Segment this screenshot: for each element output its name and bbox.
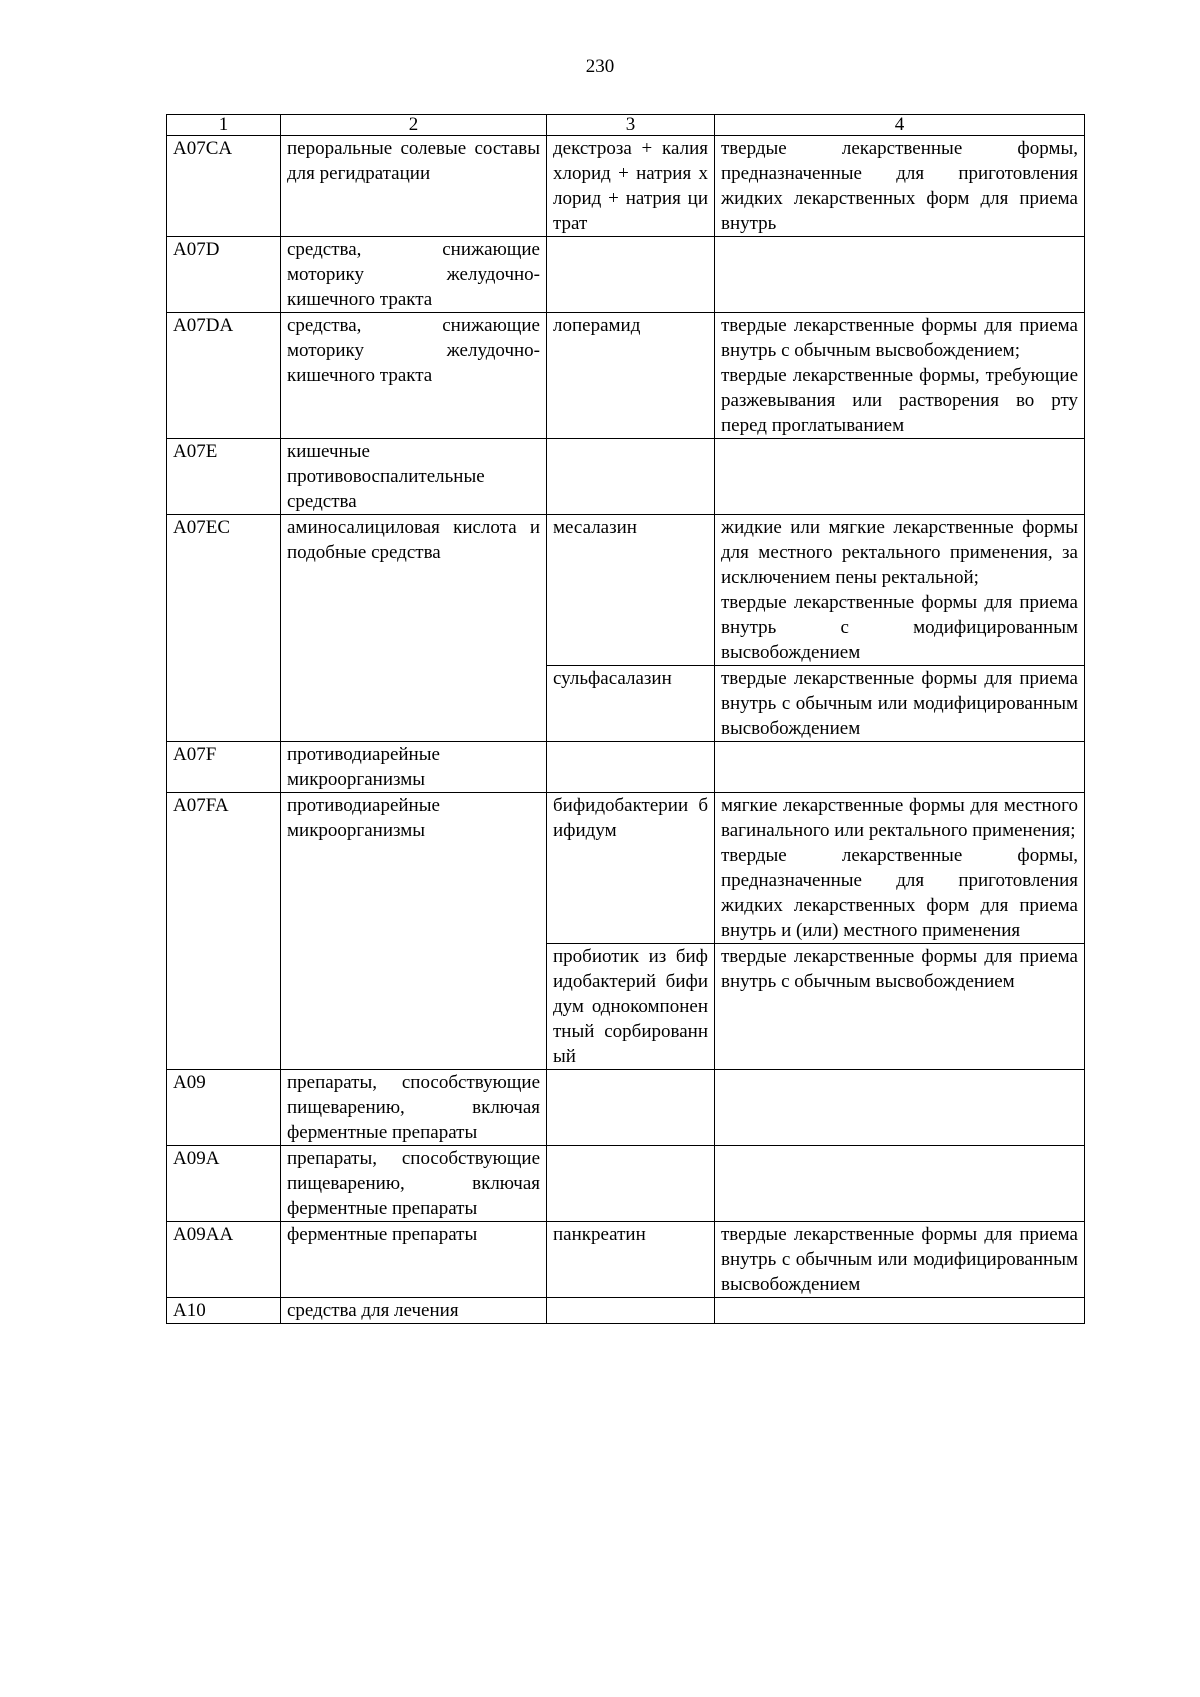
- dosage-form-cell: [715, 793, 1085, 944]
- group-name-cell: средства, снижающие моторику желудочно-кишечного тракта: [281, 237, 547, 313]
- group-name-cell: ферментные препараты: [281, 1222, 547, 1298]
- atc-code-cell: A07DA: [167, 313, 281, 439]
- table-row: [167, 313, 1085, 439]
- dosage-form-line: жидкие или мягкие лекарственные формы для местного ректального применения, за исключением пены ректальной;: [721, 517, 1078, 588]
- drug-name-cell: пробиотик из бифидобактерий бифидум однокомпонентный сорбированный: [547, 944, 715, 1070]
- drug-name-cell: бифидобактерии бифидум: [547, 793, 715, 944]
- atc-code-cell: A07EC: [167, 515, 281, 742]
- table-row: [167, 1146, 1085, 1222]
- dosage-form-cell: [715, 1146, 1085, 1222]
- atc-code-cell: A09AA: [167, 1222, 281, 1298]
- atc-code-cell: A09: [167, 1070, 281, 1146]
- dosage-form-line: твердые лекарственные формы, требующие разжевывания или растворения во рту перед проглатыванием: [721, 365, 1078, 436]
- group-name-cell: средства, снижающие моторику желудочно-кишечного тракта: [281, 313, 547, 439]
- table-row: [167, 1070, 1085, 1146]
- dosage-form-cell: [715, 1070, 1085, 1146]
- dosage-form-cell: твердые лекарственные формы для приема внутрь с обычным или модифицированным высвобождением: [715, 1222, 1085, 1298]
- group-name-cell: средства для лечения: [281, 1298, 547, 1324]
- drug-name-cell: [547, 237, 715, 313]
- header-cell: 2: [281, 115, 547, 136]
- header-cell: 4: [715, 115, 1085, 136]
- atc-code-cell: A09A: [167, 1146, 281, 1222]
- drug-name-cell: [547, 1070, 715, 1146]
- drug-name-cell: [547, 439, 715, 515]
- page-number: 230: [585, 56, 615, 77]
- table-row: [167, 136, 1085, 237]
- atc-code-cell: A07FA: [167, 793, 281, 1070]
- group-name-cell: противодиарейные микроорганизмы: [281, 793, 547, 1070]
- table-row: [167, 237, 1085, 313]
- dosage-form-cell: [715, 313, 1085, 439]
- table-row: [167, 515, 1085, 666]
- dosage-form-cell: [715, 237, 1085, 313]
- drug-name-cell: панкреатин: [547, 1222, 715, 1298]
- dosage-form-line: мягкие лекарственные формы для местного вагинального или ректального применения;: [721, 795, 1078, 841]
- drug-table: [166, 114, 1085, 1324]
- atc-code-cell: A10: [167, 1298, 281, 1324]
- drug-name-cell: [547, 1146, 715, 1222]
- atc-code-cell: A07E: [167, 439, 281, 515]
- dosage-form-cell: твердые лекарственные формы, предназначенные для приготовления жидких лекарственных форм для приема внутрь: [715, 136, 1085, 237]
- table-row: [167, 1222, 1085, 1298]
- drug-name-cell: декстроза + калия хлорид + натрия хлорид + натрия цитрат: [547, 136, 715, 237]
- dosage-form-line: твердые лекарственные формы, предназначенные для приготовления жидких лекарственных форм для приема внутрь и (или) местного применения: [721, 845, 1078, 941]
- drug-name-cell: сульфасалазин: [547, 666, 715, 742]
- drug-name-cell: [547, 1298, 715, 1324]
- group-name-cell: кишечные противовоспалительные средства: [281, 439, 547, 515]
- atc-code-cell: A07F: [167, 742, 281, 793]
- dosage-form-cell: [715, 1298, 1085, 1324]
- dosage-form-cell: [715, 515, 1085, 666]
- group-name-cell: противодиарейные микроорганизмы: [281, 742, 547, 793]
- table-body: [167, 136, 1085, 1324]
- table-row: [167, 1298, 1085, 1324]
- group-name-cell: аминосалициловая кислота и подобные средства: [281, 515, 547, 742]
- table-row: [167, 793, 1085, 944]
- table-header-row: [167, 115, 1085, 136]
- table-row: [167, 439, 1085, 515]
- dosage-form-cell: [715, 439, 1085, 515]
- drug-name-cell: месалазин: [547, 515, 715, 666]
- atc-code-cell: A07D: [167, 237, 281, 313]
- dosage-form-line: твердые лекарственные формы для приема внутрь с модифицированным высвобождением: [721, 592, 1078, 663]
- group-name-cell: пероральные солевые составы для регидратации: [281, 136, 547, 237]
- group-name-cell: препараты, способствующие пищеварению, включая ферментные препараты: [281, 1070, 547, 1146]
- dosage-form-cell: [715, 742, 1085, 793]
- dosage-form-line: твердые лекарственные формы для приема внутрь с обычным высвобождением;: [721, 315, 1078, 361]
- atc-code-cell: A07CA: [167, 136, 281, 237]
- table-row: [167, 742, 1085, 793]
- header-cell: 3: [547, 115, 715, 136]
- group-name-cell: препараты, способствующие пищеварению, включая ферментные препараты: [281, 1146, 547, 1222]
- drug-name-cell: лоперамид: [547, 313, 715, 439]
- header-cell: 1: [167, 115, 281, 136]
- dosage-form-cell: твердые лекарственные формы для приема внутрь с обычным или модифицированным высвобождением: [715, 666, 1085, 742]
- drug-name-cell: [547, 742, 715, 793]
- dosage-form-cell: твердые лекарственные формы для приема внутрь с обычным высвобождением: [715, 944, 1085, 1070]
